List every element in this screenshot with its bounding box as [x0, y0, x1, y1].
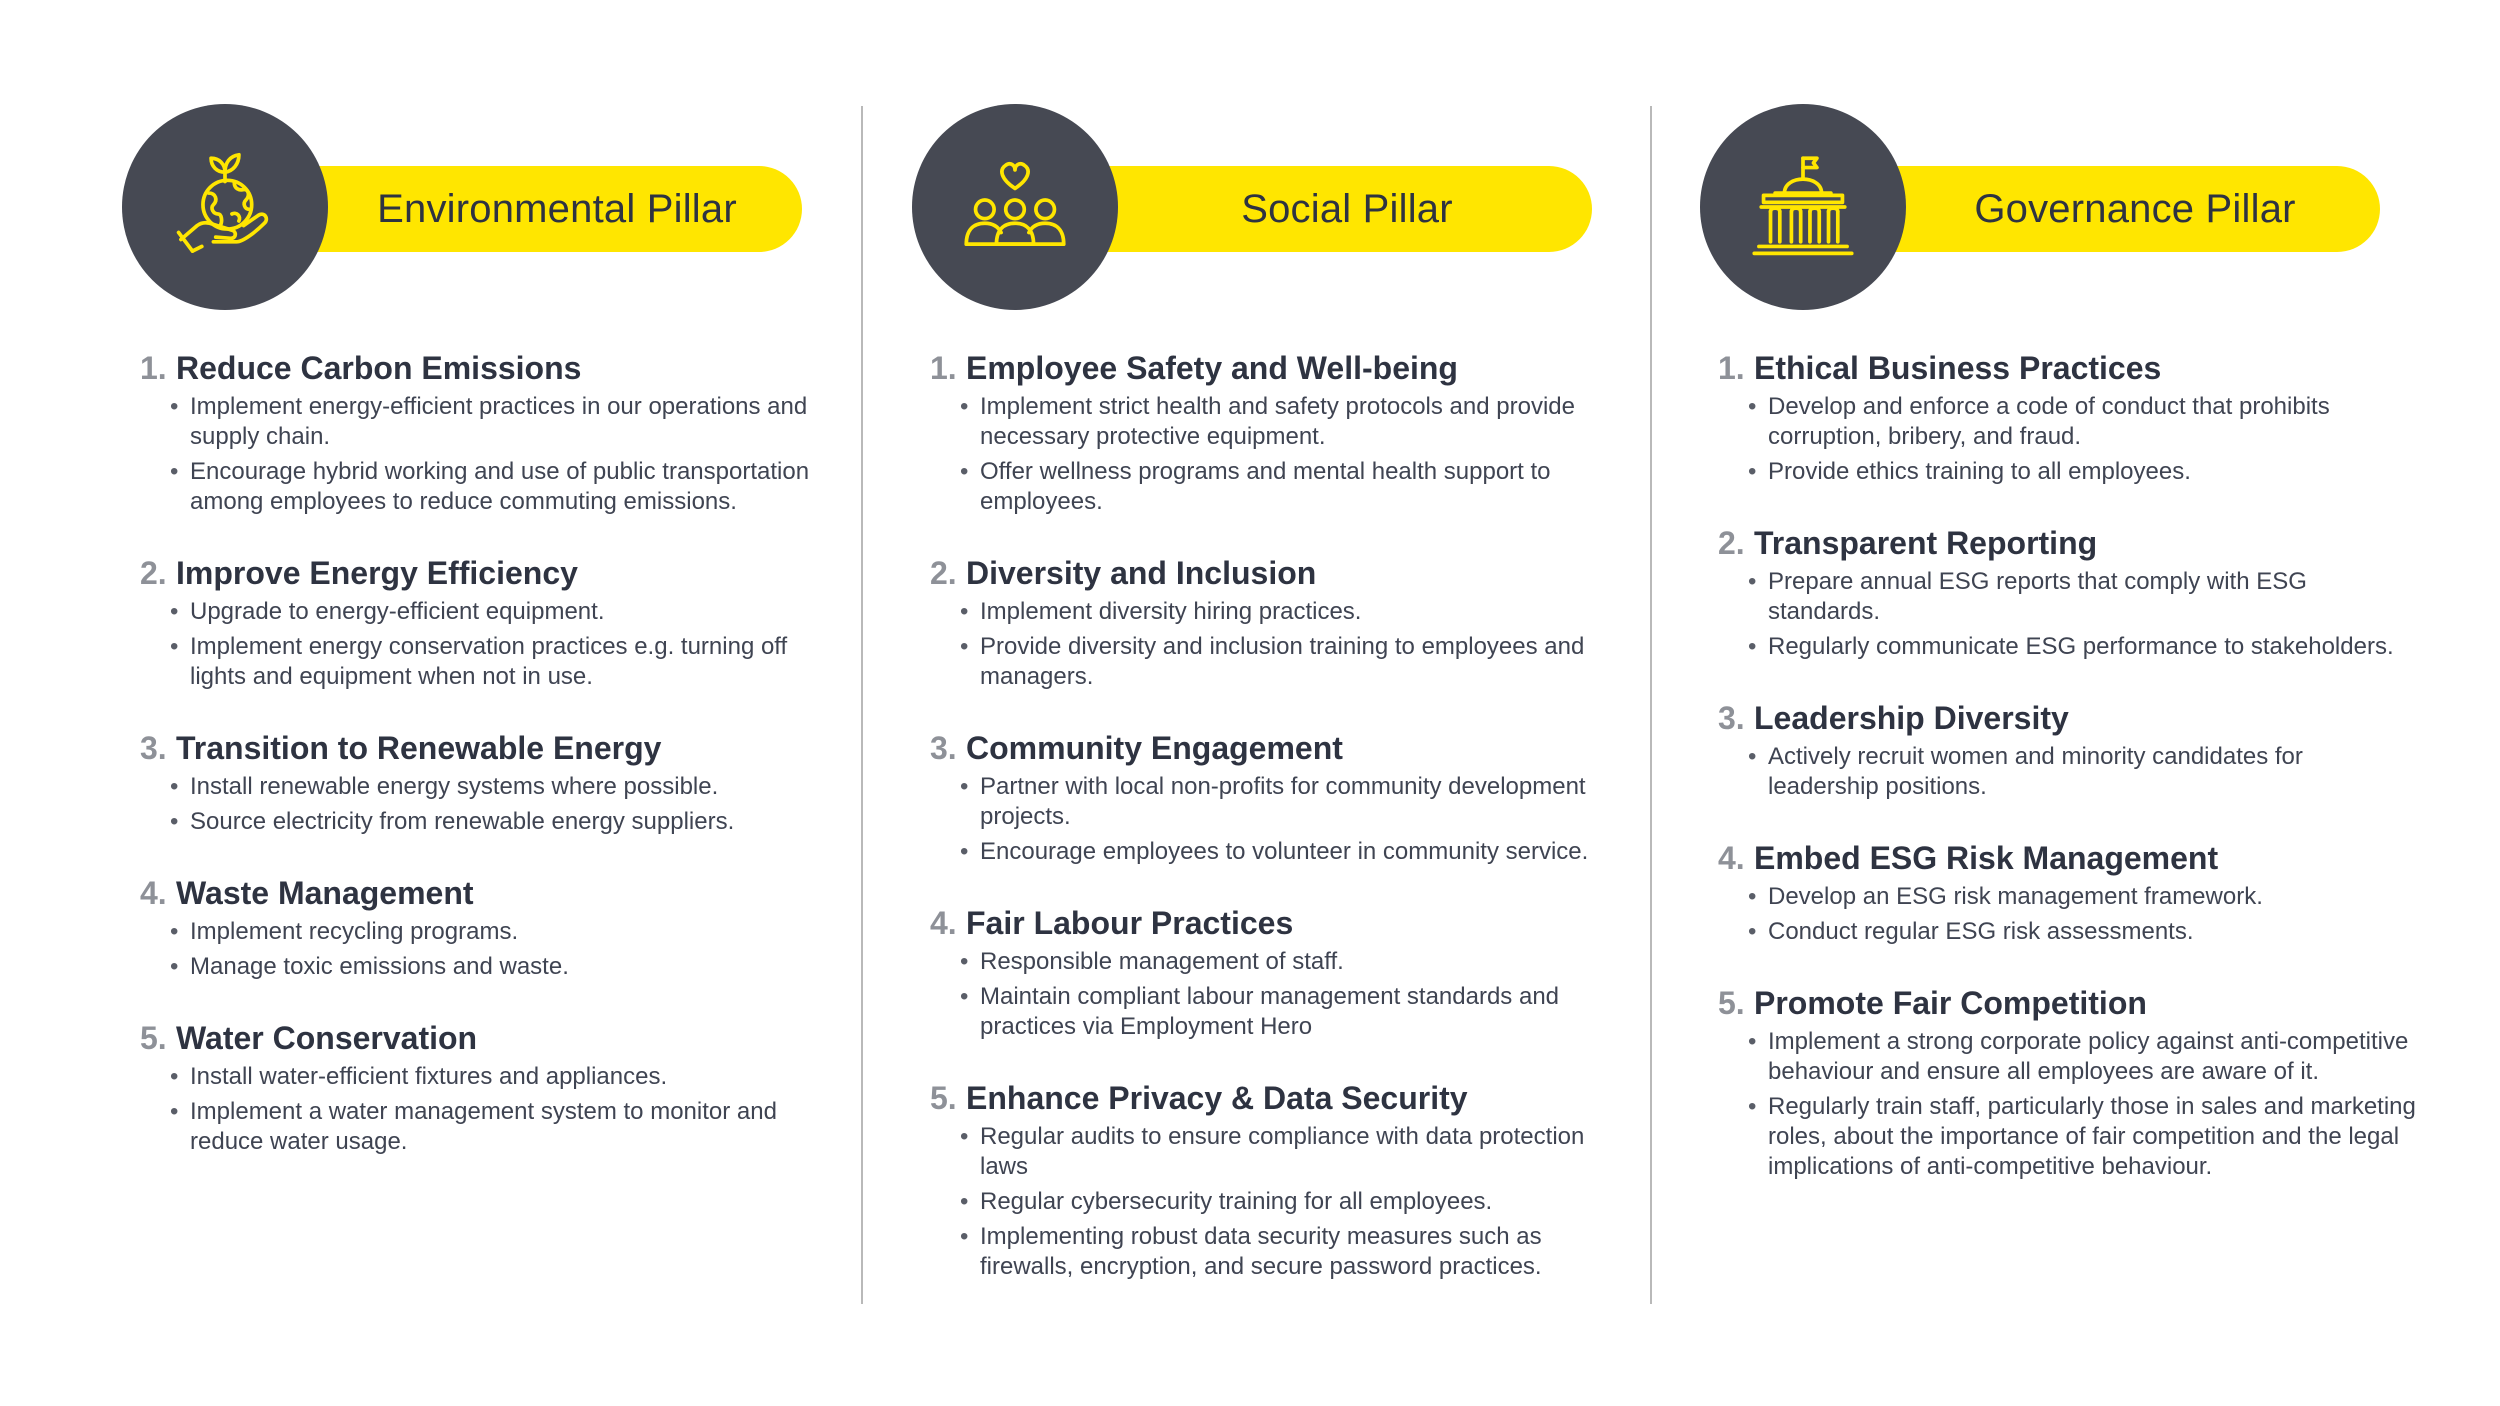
pillar-item — [1718, 983, 2420, 1182]
item-heading — [930, 553, 1632, 593]
pillar-item — [140, 873, 842, 982]
people-heart-icon — [912, 104, 1118, 310]
pillar-item — [1718, 523, 2420, 662]
item-number: 1. — [930, 350, 957, 386]
pillar-item — [930, 903, 1632, 1042]
pillar-title-bar — [1850, 166, 2380, 252]
item-heading — [140, 348, 842, 388]
item-heading — [140, 728, 842, 768]
pillar-header — [912, 104, 1602, 310]
item-number: 3. — [930, 730, 957, 766]
item-heading — [930, 348, 1632, 388]
bullet-item: • Encourage employees to volunteer in community service. — [960, 837, 1632, 867]
bullet-item: • Upgrade to energy-efficient equipment. — [170, 597, 842, 627]
item-heading — [1718, 523, 2420, 563]
bullet-item: • Implement a strong corporate policy against anti-competitive behaviour and ensure all employees are aware of it. — [1748, 1027, 2420, 1087]
item-number: 5. — [930, 1080, 957, 1116]
bullet-list — [1718, 1027, 2420, 1182]
item-number: 4. — [1718, 840, 1745, 876]
pillar-item — [140, 728, 842, 837]
item-title: Employee Safety and Well-being — [966, 350, 1458, 386]
bullet-item: • Implementing robust data security measures such as firewalls, encryption, and secure password practices. — [960, 1222, 1632, 1282]
pillar-title: Social Pillar — [1241, 186, 1453, 231]
bullet-list — [140, 392, 842, 517]
item-number: 5. — [140, 1020, 167, 1056]
bullet-item: • Implement energy-efficient practices in our operations and supply chain. — [170, 392, 842, 452]
bullet-item: • Responsible management of staff. — [960, 947, 1632, 977]
item-heading — [140, 553, 842, 593]
item-heading — [1718, 983, 2420, 1023]
bullet-item: • Install water-efficient fixtures and appliances. — [170, 1062, 842, 1092]
item-title: Waste Management — [176, 875, 474, 911]
item-title: Ethical Business Practices — [1754, 350, 2162, 386]
item-number: 1. — [1718, 350, 1745, 386]
column-divider — [1650, 106, 1652, 1304]
bullet-item: • Implement recycling programs. — [170, 917, 842, 947]
bullet-item: • Regularly train staff, particularly those in sales and marketing roles, about the importance of fair competition and the legal implications of anti-competitive behaviour. — [1748, 1092, 2420, 1182]
item-title: Leadership Diversity — [1754, 700, 2069, 736]
item-number: 2. — [140, 555, 167, 591]
item-heading — [1718, 838, 2420, 878]
pillar-item — [1718, 838, 2420, 947]
bullet-list — [1718, 882, 2420, 947]
item-heading — [930, 1078, 1632, 1118]
pillar-item — [930, 1078, 1632, 1282]
pillar-item — [930, 728, 1632, 867]
bullet-item: • Manage toxic emissions and waste. — [170, 952, 842, 982]
bullet-item: • Develop and enforce a code of conduct that prohibits corruption, bribery, and fraud. — [1748, 392, 2420, 452]
bullet-item: • Conduct regular ESG risk assessments. — [1748, 917, 2420, 947]
item-title: Enhance Privacy & Data Security — [966, 1080, 1468, 1116]
item-number: 5. — [1718, 985, 1745, 1021]
bullet-list — [930, 947, 1632, 1042]
social-pillar-column — [912, 104, 1632, 1318]
item-heading — [1718, 348, 2420, 388]
pillar-item — [930, 348, 1632, 517]
bullet-item: • Maintain compliant labour management standards and practices via Employment Hero — [960, 982, 1632, 1042]
pillar-title: Governance Pillar — [1974, 186, 2296, 231]
pillar-item — [140, 348, 842, 517]
item-number: 4. — [140, 875, 167, 911]
pillar-items — [122, 348, 842, 1157]
bullet-list — [140, 917, 842, 982]
bullet-item: • Install renewable energy systems where possible. — [170, 772, 842, 802]
item-title: Fair Labour Practices — [966, 905, 1294, 941]
bullet-item: • Regular cybersecurity training for all employees. — [960, 1187, 1632, 1217]
item-number: 2. — [930, 555, 957, 591]
item-heading — [1718, 698, 2420, 738]
bullet-item: • Develop an ESG risk management framework. — [1748, 882, 2420, 912]
pillar-header — [122, 104, 812, 310]
pillar-title-bar — [1062, 166, 1592, 252]
bullet-item: • Implement energy conservation practices e.g. turning off lights and equipment when not in use. — [170, 632, 842, 692]
bullet-list — [930, 597, 1632, 692]
bullet-item: • Actively recruit women and minority candidates for leadership positions. — [1748, 742, 2420, 802]
bullet-item: • Provide ethics training to all employees. — [1748, 457, 2420, 487]
item-heading — [930, 728, 1632, 768]
pillar-item — [1718, 348, 2420, 487]
bullet-item: • Prepare annual ESG reports that comply with ESG standards. — [1748, 567, 2420, 627]
bullet-item: • Regularly communicate ESG performance to stakeholders. — [1748, 632, 2420, 662]
bullet-list — [930, 1122, 1632, 1282]
bullet-item: • Implement a water management system to monitor and reduce water usage. — [170, 1097, 842, 1157]
item-title: Community Engagement — [966, 730, 1343, 766]
bullet-item: • Implement diversity hiring practices. — [960, 597, 1632, 627]
government-building-icon — [1700, 104, 1906, 310]
bullet-list — [140, 597, 842, 692]
bullet-item: • Regular audits to ensure compliance with data protection laws — [960, 1122, 1632, 1182]
item-title: Embed ESG Risk Management — [1754, 840, 2219, 876]
bullet-list — [140, 1062, 842, 1157]
item-title: Transparent Reporting — [1754, 525, 2098, 561]
item-heading — [140, 1018, 842, 1058]
bullet-item: • Offer wellness programs and mental health support to employees. — [960, 457, 1632, 517]
pillar-item — [140, 1018, 842, 1157]
item-heading — [930, 903, 1632, 943]
bullet-list — [1718, 567, 2420, 662]
item-title: Reduce Carbon Emissions — [176, 350, 582, 386]
bullet-item: • Implement strict health and safety protocols and provide necessary protective equipment. — [960, 392, 1632, 452]
item-number: 1. — [140, 350, 167, 386]
item-title: Promote Fair Competition — [1754, 985, 2147, 1021]
item-number: 2. — [1718, 525, 1745, 561]
bullet-list — [140, 772, 842, 837]
item-title: Diversity and Inclusion — [966, 555, 1317, 591]
earth-in-hand-icon — [122, 104, 328, 310]
pillar-header — [1700, 104, 2390, 310]
environmental-pillar-column — [122, 104, 842, 1193]
pillar-title: Environmental Pillar — [377, 186, 737, 231]
pillar-title-bar — [272, 166, 802, 252]
column-divider — [861, 106, 863, 1304]
item-title: Transition to Renewable Energy — [176, 730, 662, 766]
bullet-item: • Provide diversity and inclusion training to employees and managers. — [960, 632, 1632, 692]
pillar-item — [140, 553, 842, 692]
bullet-list — [1718, 392, 2420, 487]
bullet-list — [930, 392, 1632, 517]
item-title: Improve Energy Efficiency — [176, 555, 578, 591]
item-number: 4. — [930, 905, 957, 941]
bullet-item: • Partner with local non-profits for community development projects. — [960, 772, 1632, 832]
bullet-item: • Encourage hybrid working and use of public transportation among employees to reduce commuting emissions. — [170, 457, 842, 517]
item-number: 3. — [1718, 700, 1745, 736]
bullet-list — [930, 772, 1632, 867]
pillar-items — [912, 348, 1632, 1282]
item-heading — [140, 873, 842, 913]
bullet-list — [1718, 742, 2420, 802]
pillar-item — [930, 553, 1632, 692]
item-number: 3. — [140, 730, 167, 766]
item-title: Water Conservation — [176, 1020, 478, 1056]
pillar-item — [1718, 698, 2420, 802]
pillar-items — [1700, 348, 2420, 1182]
bullet-item: • Source electricity from renewable energy suppliers. — [170, 807, 842, 837]
governance-pillar-column — [1700, 104, 2420, 1218]
